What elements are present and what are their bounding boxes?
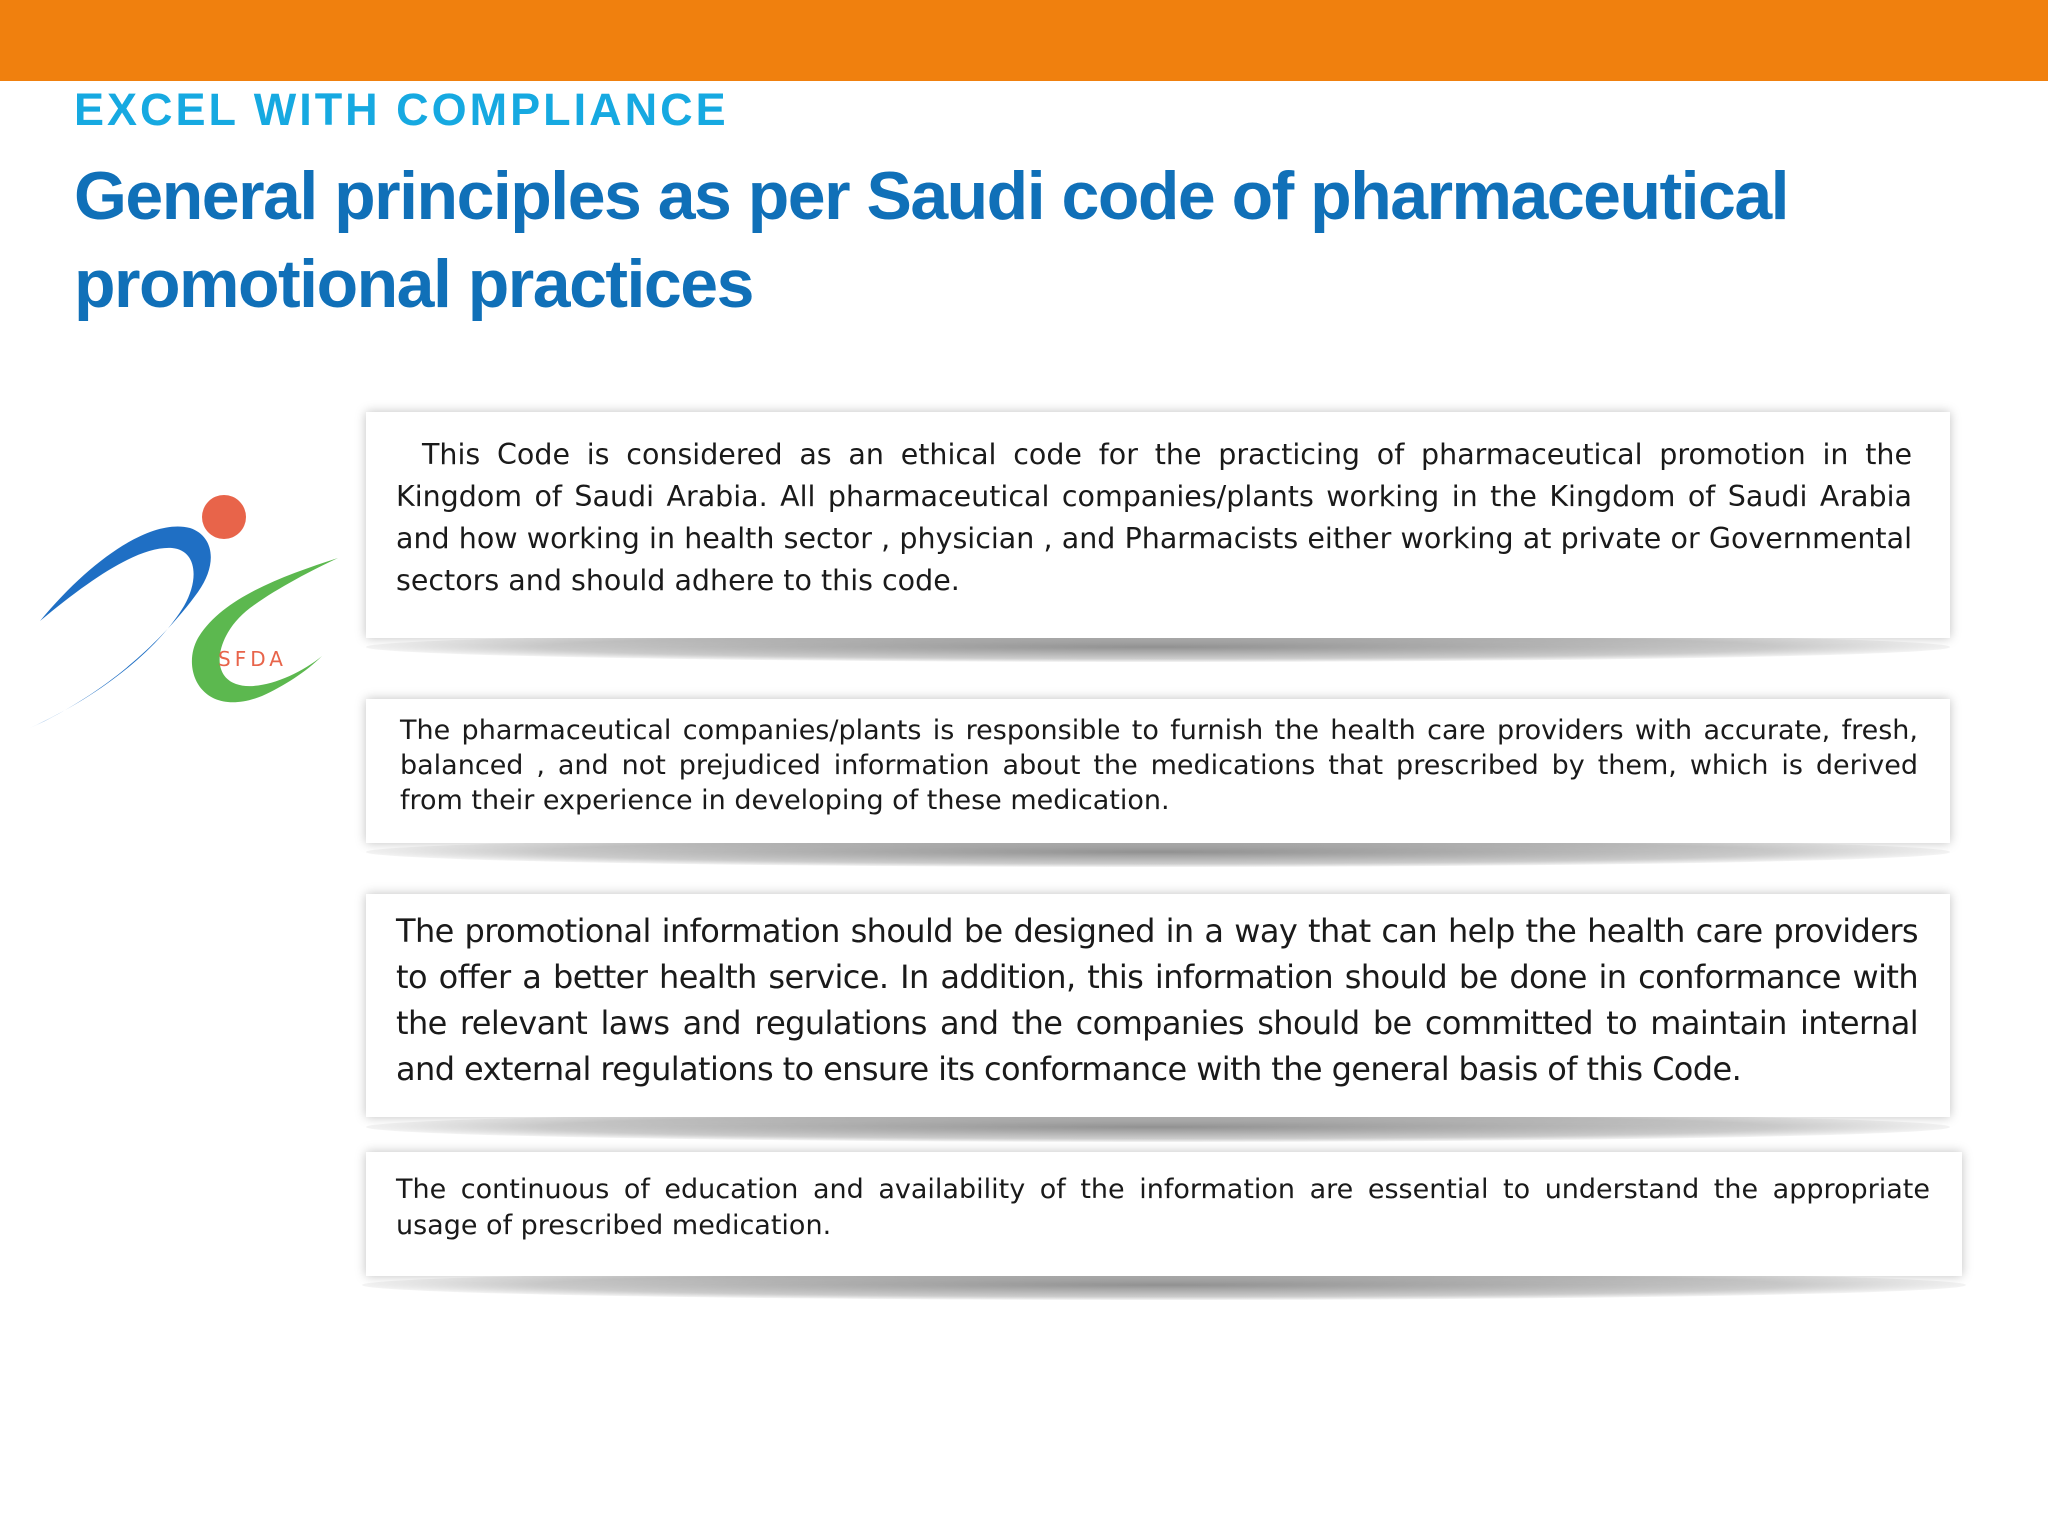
principle-card-1 [366, 412, 1950, 638]
slide-title: General principles as per Saudi code of pharmaceutical promotional practices [74, 158, 1789, 322]
top-accent-bar [0, 0, 2048, 81]
principle-card-2 [366, 699, 1950, 843]
sfda-logo-icon [22, 488, 352, 748]
section-label: EXCEL WITH COMPLIANCE [74, 84, 729, 135]
sfda-logo [22, 488, 352, 748]
logo-dot [202, 495, 246, 539]
principle-text: This Code is considered as an ethical code for the practicing of pharmaceutical promotion in the Kingdom of Saudi Arabia. All pharmaceutical companies/plants working in the Kingdom of Saudi Arabia and how working in health sector , physician , and Pharmacists either working at private or Governmental sectors and should adhere to this code. [396, 438, 1912, 597]
principle-text: The promotional information should be designed in a way that can help the health care providers to offer a better health service. In addition, this information should be done in conformance with the relevant laws and regulations and the companies should be committed to maintain internal and external regulations to ensure its conformance with the general basis of this Code. [396, 912, 1918, 1088]
principle-card-4 [366, 1152, 1962, 1276]
principle-text: The pharmaceutical companies/plants is responsible to furnish the health care providers with accurate, fresh, balanced , and not prejudiced information about the medications that prescribed by them, which is derived from their experience in developing of these medication. [400, 715, 1918, 816]
logo-text: SFDA [218, 647, 287, 671]
principle-card-3 [366, 894, 1950, 1117]
principle-text: The continuous of education and availability of the information are essential to understand the appropriate usage of prescribed medication. [396, 1174, 1930, 1241]
logo-blue-swoosh [30, 526, 211, 728]
